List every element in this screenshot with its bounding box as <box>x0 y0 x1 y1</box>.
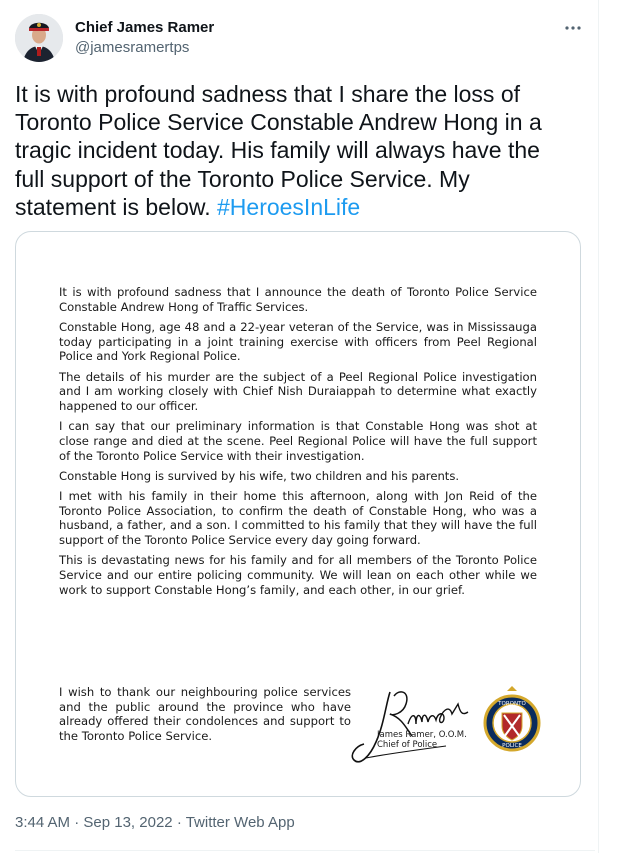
badge-top-text: TORONTO <box>498 701 526 707</box>
signer-title: Chief of Police <box>377 740 438 750</box>
signer-block <box>377 730 467 750</box>
statement-paragraph: This is devastating news for his family and for all members of the Toronto Police Service and our entire policing community. We will lean on each other while we work to support Constable Hong’s family, and each other, in our grief. <box>59 553 537 597</box>
more-options-button[interactable] <box>561 18 585 38</box>
user-handle[interactable]: @jamesramertps <box>75 39 190 56</box>
avatar[interactable] <box>15 14 63 62</box>
divider <box>15 850 595 851</box>
tweet-text <box>15 80 575 221</box>
statement-paragraph: The details of his murder are the subject of a Peel Regional Police investigation and I am working closely with Chief Nish Duraiappah to determine what exactly happened to our officer. <box>59 369 537 413</box>
badge-bottom-text: POLICE <box>502 743 522 749</box>
tweet-header <box>15 14 595 66</box>
profile-avatar-icon <box>15 14 63 62</box>
statement-image[interactable] <box>15 231 581 797</box>
separator: · <box>176 814 182 831</box>
statement-paragraph: It is with profound sadness that I announce the death of Toronto Police Service Constable Andrew Hong of Traffic Services. <box>59 285 537 314</box>
tweet-source[interactable]: Twitter Web App <box>185 814 295 831</box>
more-horizontal-icon <box>564 25 582 31</box>
timeline-border <box>598 0 599 853</box>
signer-name: James Ramer, O.O.M. <box>377 730 467 740</box>
signature-icon <box>346 684 476 769</box>
tweet-time[interactable]: 3:44 AM <box>15 814 71 831</box>
tweet-body: It is with profound sadness that I share the loss of Toronto Police Service Constable Andrew Hong in a tragic incident today. His family will always have the full support of the Toronto Police Service. My statement is below. <box>15 81 542 220</box>
hashtag-link[interactable]: #HeroesInLife <box>217 193 361 220</box>
toronto-police-badge-icon <box>483 683 541 763</box>
statement-paragraph: Constable Hong, age 48 and a 22-year veteran of the Service, was in Mississauga today participating in a joint training exercise with officers from Peel Regional Police and York Regional Police. <box>59 319 537 364</box>
tweet-metadata <box>15 813 295 833</box>
display-name[interactable]: Chief James Ramer <box>75 19 215 36</box>
tweet-date[interactable]: Sep 13, 2022 <box>83 814 173 831</box>
statement-paragraph: I met with his family in their home this afternoon, along with Jon Reid of the Toronto Police Association, to confirm the death of Constable Hong, who was a husband, a father, and a son. I committed to his family that they will have the full support of the Toronto Police Service every day going forward. <box>59 488 537 548</box>
statement-closing: I wish to thank our neighbouring police services and the public around the province who have already offered their condolences and support to the Toronto Police Service. <box>59 685 351 744</box>
statement-paragraph: Constable Hong is survived by his wife, two children and his parents. <box>59 468 460 483</box>
statement-letter <box>59 285 537 603</box>
separator: · <box>74 814 80 831</box>
statement-paragraph: I can say that our preliminary information is that Constable Hong was shot at close range and died at the scene. Peel Regional Police will have the full support of the Toronto Police Service with their investigation. <box>59 419 537 463</box>
